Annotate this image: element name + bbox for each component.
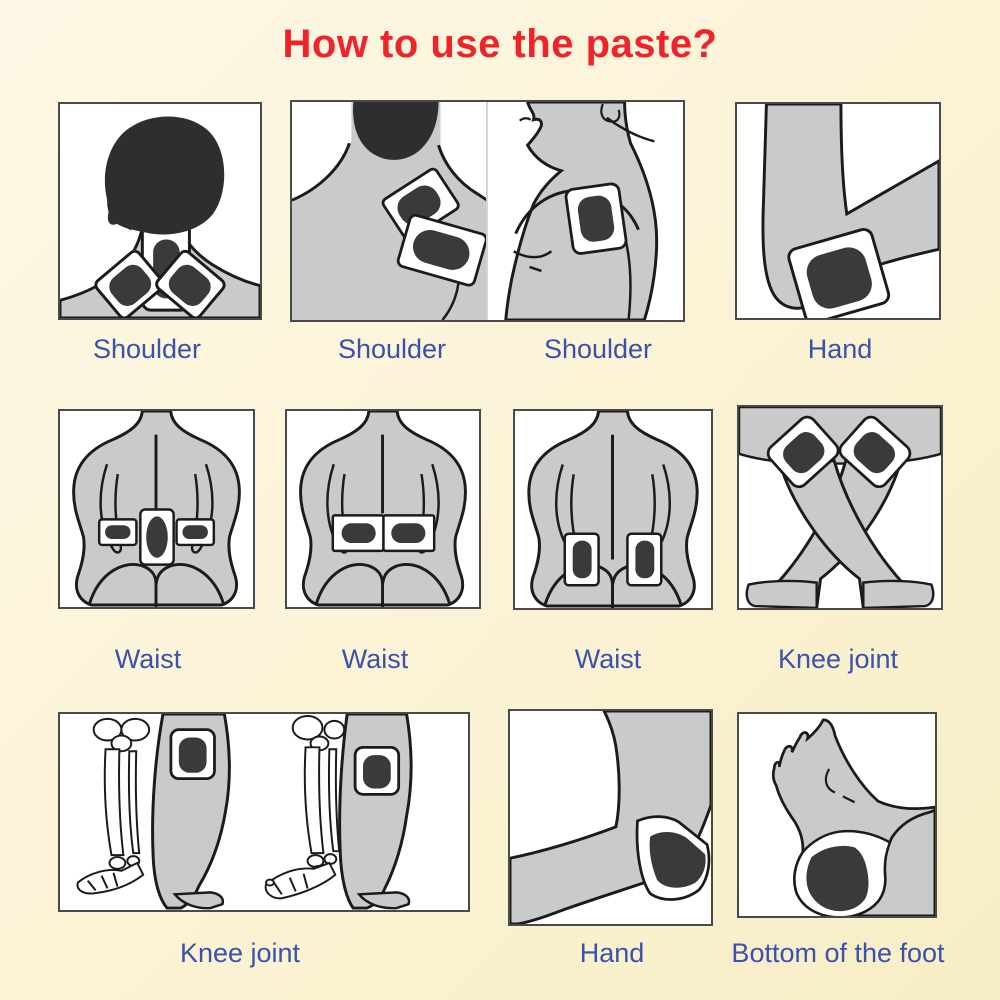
panel-knee-skeleton-legs [58,712,470,912]
panel-shoulder-neck-back [58,102,262,320]
panel-hand-elbow-1 [735,102,941,320]
label-knee-joint-2: Knee joint [179,938,301,968]
bent-arm-elbow-illustration [737,104,939,318]
label-knee-joint-1: Knee joint [777,644,899,674]
label-shoulder-1: Shoulder [92,334,202,364]
bent-arm-elbow-2-illustration [510,711,711,924]
label-hand-2: Hand [579,938,645,968]
waist-back-three-patches-illustration [60,411,253,607]
foot-heel-patch-illustration [739,714,935,916]
page-title: How to use the paste? [282,22,718,66]
waist-back-two-horizontal-patches-illustration [287,411,479,607]
label-bottom-of-foot: Bottom of the foot [731,938,945,968]
panel-shoulder-two-figures [290,100,685,322]
label-shoulder-2: Shoulder [337,334,447,364]
label-waist-1: Waist [114,644,182,674]
panel-waist-three-patches [58,409,255,609]
label-waist-2: Waist [341,644,409,674]
crossed-legs-knee-patches-illustration [739,407,941,608]
panel-foot-bottom [737,712,937,918]
panel-knee-crossed-legs [737,405,943,610]
skeleton-legs-knee-patches-illustration [60,714,468,910]
label-shoulder-3: Shoulder [543,334,653,364]
label-waist-3: Waist [574,644,642,674]
panel-waist-two-vertical [513,409,713,610]
panel-hand-elbow-2 [508,709,713,926]
shoulder-back-front-illustration [292,102,683,320]
waist-back-two-vertical-patches-illustration [515,411,711,608]
neck-shoulders-back-illustration [60,104,260,318]
label-hand-1: Hand [807,334,873,364]
panel-waist-two-horizontal [285,409,481,609]
